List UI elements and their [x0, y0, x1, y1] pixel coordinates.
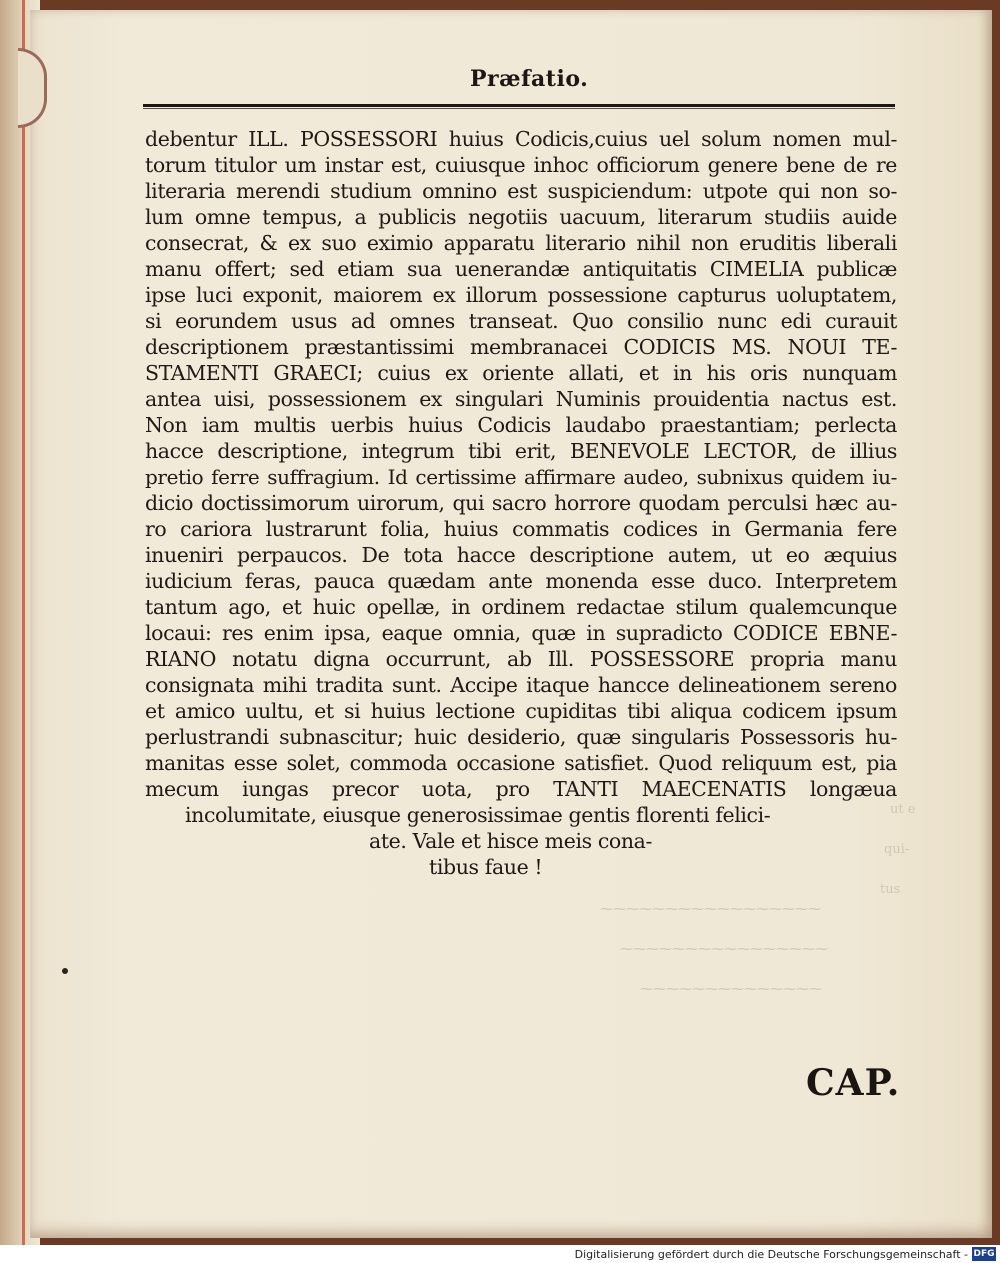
- text-line: mecum iungas precor uota, pro TANTI MAECENATIS longæua: [145, 777, 897, 801]
- text-line: tantum ago, et huic opellæ, in ordinem redactae stilum qualemcunque: [145, 595, 897, 619]
- text-line: et amico uultu, et si huius lectione cupiditas tibi aliqua codicem ipsum: [145, 699, 897, 723]
- text-line: debentur ILL. POSSESSORI huius Codicis,cuius uel solum nomen mul-: [145, 127, 897, 151]
- text-line: perlustrandi subnascitur; huic desiderio, quæ singularis Possessoris hu-: [145, 725, 897, 749]
- bleed-through-text: ⁓⁓⁓⁓⁓⁓⁓⁓⁓⁓⁓⁓⁓⁓⁓⁓⁓: [600, 902, 821, 917]
- text-line: RIANO notatu digna occurrunt, ab Ill. POSSESSORE propria manu: [145, 647, 897, 671]
- header-rule: [143, 104, 895, 107]
- text-line: antea uisi, possessionem ex singulari Numinis prouidentia nactus est.: [145, 387, 897, 411]
- text-line: descriptionem præstantissimi membranacei CODICIS MS. NOUI TE-: [145, 335, 897, 359]
- closing-line: ate. Vale et hisce meis cona-: [369, 829, 653, 853]
- digitization-credit: Digitalisierung gefördert durch die Deutsche Forschungsgemeinschaft -: [574, 1248, 968, 1261]
- text-line: lum omne tempus, a publicis negotiis uacuum, literarum studiis auide: [145, 205, 897, 229]
- ink-spot: [62, 968, 68, 974]
- text-line: hacce descriptione, integrum tibi erit, BENEVOLE LECTOR, de illius: [145, 439, 897, 463]
- text-line: si eorundem usus ad omnes transeat. Quo consilio nunc edi curauit: [145, 309, 897, 333]
- text-line: iudicium feras, pauca quædam ante monenda esse duco. Interpretem: [145, 569, 897, 593]
- text-line: ro cariora lustrarunt folia, huius commatis codices in Germania fere: [145, 517, 897, 541]
- text-line: manu offert; sed etiam sua uenerandæ antiquitatis CIMELIA publicæ: [145, 257, 897, 281]
- text-line: torum titulor um instar est, cuiusque inhoc officiorum genere bene de re: [145, 153, 897, 177]
- bleed-through-text: ⁓⁓⁓⁓⁓⁓⁓⁓⁓⁓⁓⁓⁓⁓: [640, 982, 822, 997]
- closing-line: incolumitate, eiusque generosissimae gentis florenti felici-: [185, 803, 771, 827]
- bleed-through-text: qui-: [884, 842, 910, 857]
- text-line: dicio doctissimorum uirorum, qui sacro horrore quodam perculsi hæc au-: [145, 491, 897, 515]
- red-edge-line: [22, 0, 25, 1245]
- text-line: consecrat, & ex suo eximio apparatu literario nihil non eruditis liberali: [145, 231, 897, 255]
- dfg-logo: DFG: [973, 1249, 995, 1259]
- running-head: Præfatio.: [470, 66, 589, 92]
- closing-line: tibus faue !: [429, 855, 543, 879]
- preface-text: [145, 126, 897, 880]
- header-rule-thin: [143, 108, 895, 109]
- text-line: locaui: res enim ipsa, eaque omnia, quæ in supradicto CODICE EBNE-: [145, 621, 897, 645]
- bleed-through-text: tus: [880, 882, 901, 897]
- text-line: Non iam multis uerbis huius Codicis laudabo praestantiam; perlecta: [145, 413, 897, 437]
- text-line: consignata mihi tradita sunt. Accipe itaque hancce delineationem sereno: [145, 673, 897, 697]
- text-line: literaria merendi studium omnino est suspiciendum: utpote qui non so-: [145, 179, 897, 203]
- catchword: CAP.: [806, 1062, 901, 1104]
- text-line: ipse luci exponit, maiorem ex illorum possessione capturus uoluptatem,: [145, 283, 897, 307]
- text-line: pretio ferre suffragium. Id certissime affirmare audeo, subnixus quidem iu-: [145, 465, 897, 489]
- bleed-through-text: ut e: [890, 802, 916, 817]
- text-line: inueniri perpaucos. De tota hacce descriptione autem, ut eo æquius: [145, 543, 897, 567]
- text-line: manitas esse solet, commoda occasione satisfiet. Quod reliquum est, pia: [145, 751, 897, 775]
- text-line: STAMENTI GRAECI; cuius ex oriente allati, et in his oris nunquam: [145, 361, 897, 385]
- bleed-through-text: ⁓⁓⁓⁓⁓⁓⁓⁓⁓⁓⁓⁓⁓⁓⁓⁓: [620, 942, 828, 957]
